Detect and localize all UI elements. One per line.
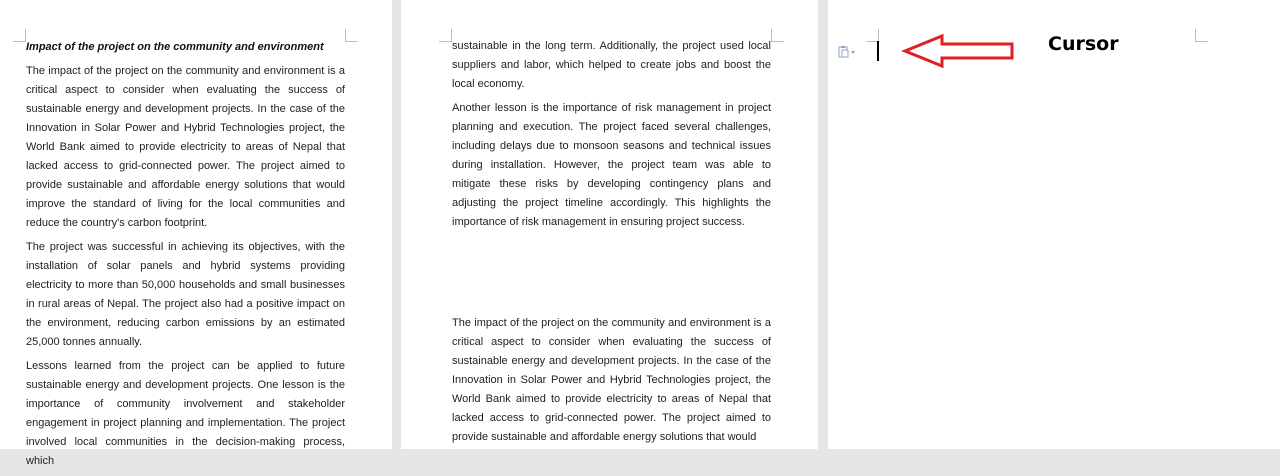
text-cursor <box>877 41 879 61</box>
paragraph: sustainable in the long term. Additionally, the project used local suppliers and labor, which helped to create jobs and boost the local economy. <box>452 40 771 90</box>
page-2-text-column[interactable] <box>452 37 771 237</box>
crop-mark-top-right <box>771 29 784 42</box>
document-page-3[interactable] <box>828 0 1280 449</box>
crop-mark-top-left <box>439 29 452 42</box>
paragraph: The impact of the project on the community and environment is a critical aspect to consider when evaluating the success of sustainable energy and development projects. In the case of the Innovation in Solar Power and Hybrid Technologies project, the World Bank aimed to provide electricity to areas of Nepal that lacked access to grid-connected power. The project aimed to provide sustainable and affordable energy solutions that would <box>452 317 771 443</box>
paste-options-icon[interactable] <box>838 45 856 57</box>
paragraph: Another lesson is the importance of risk management in project planning and execution. The project faced several challenges, including delays due to monsoon seasons and technical issues during installation. However, the project team was able to mitigate these risks by developing contingency plans and adjusting the project timeline accordingly. This highlights the importance of risk management in ensuring project success. <box>452 102 771 228</box>
document-page-1[interactable] <box>0 0 392 467</box>
section-heading: Impact of the project on the community and environment <box>26 41 324 53</box>
paragraph: The project was successful in achieving its objectives, with the installation of solar panels and hybrid systems providing electricity to more than 50,000 households and small businesses in rural areas of Nepal. The project also had a positive impact on the environment, reducing carbon emissions by an estimated 25,000 tonnes annually. <box>26 241 345 348</box>
paragraph: Lessons learned from the project can be applied to future sustainable energy and development projects. One lesson is the importance of community involvement and stakeholder engagement in project planning and implementation. The project involved local communities in the decision-making process, which <box>26 360 345 467</box>
crop-mark-top-right <box>345 29 358 42</box>
crop-mark-top-right <box>1195 29 1208 42</box>
crop-mark-top-left <box>13 29 26 42</box>
paragraph: The impact of the project on the community and environment is a critical aspect to consider when evaluating the success of sustainable energy and development projects. In the case of the Innovation in Solar Power and Hybrid Technologies project, the World Bank aimed to provide electricity to areas of Nepal that lacked access to grid-connected power. The project aimed to provide sustainable and affordable energy solutions that would improve the standard of living for the local communities and reduce the country's carbon footprint. <box>26 65 345 229</box>
document-page-2[interactable] <box>401 0 818 449</box>
page-1-text-column[interactable] <box>26 38 345 476</box>
page-2-bottom-text[interactable] <box>452 314 771 452</box>
red-arrow-annotation <box>902 33 1014 69</box>
annotation-label: Cursor <box>1048 33 1119 55</box>
